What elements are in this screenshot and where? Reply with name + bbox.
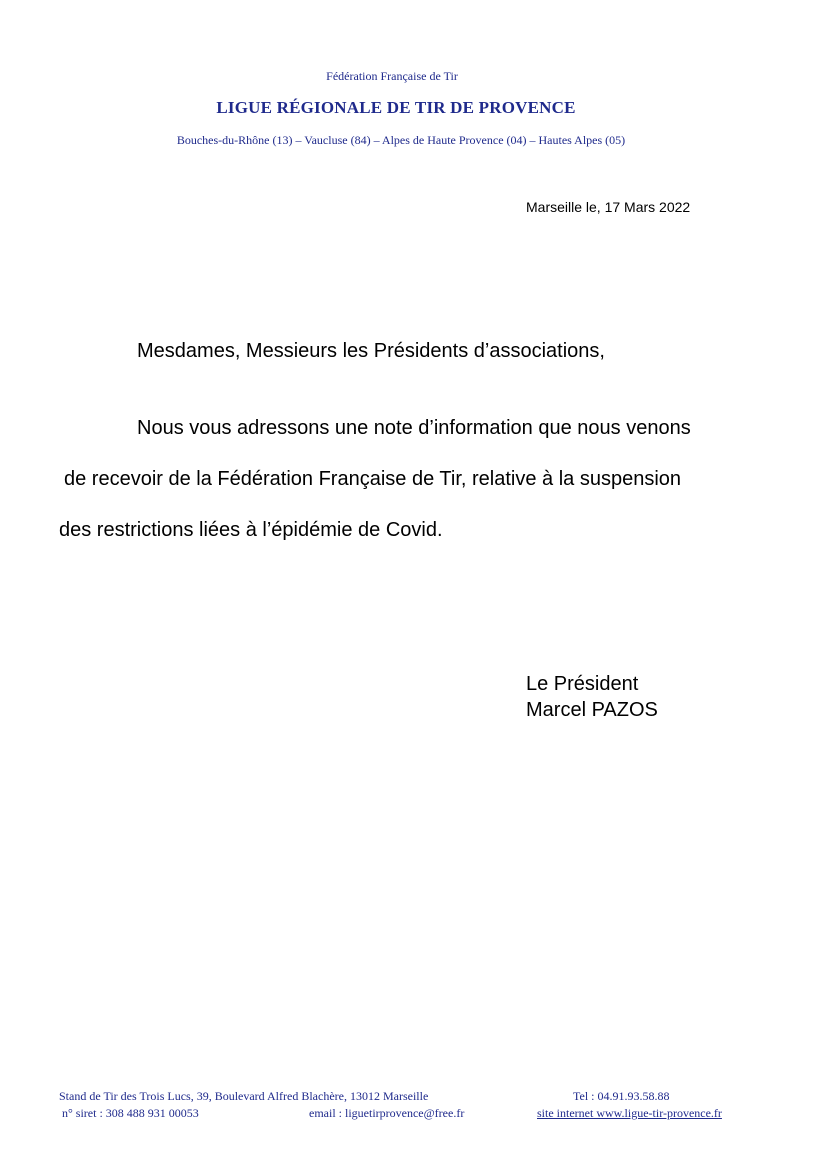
footer-siret: n° siret : 308 488 931 00053 — [62, 1106, 199, 1120]
letter-greeting: Mesdames, Messieurs les Présidents d’associations, — [137, 340, 605, 362]
body-line-2: de recevoir de la Fédération Française de Tir, relative à la suspension — [64, 468, 682, 490]
signature-name: Marcel PAZOS — [526, 699, 658, 721]
footer-email: email : liguetirprovence@free.fr — [309, 1106, 465, 1120]
federation-name: Fédération Française de Tir — [326, 69, 458, 83]
footer-website-link[interactable]: site internet www.ligue-tir-provence.fr — [537, 1106, 722, 1120]
footer-phone: Tel : 04.91.93.58.88 — [573, 1089, 670, 1103]
body-line-1: Nous vous adressons une note d’information que nous venons — [137, 417, 691, 439]
signature-title: Le Président — [526, 673, 639, 695]
league-title: LIGUE RÉGIONALE DE TIR DE PROVENCE — [216, 98, 576, 117]
body-line-3: des restrictions liées à l’épidémie de Covid. — [59, 519, 443, 541]
departments-line: Bouches-du-Rhône (13) – Vaucluse (84) – Alpes de Haute Provence (04) – Hautes Alpes (05) — [176, 133, 626, 147]
letter-date: Marseille le, 17 Mars 2022 — [526, 199, 691, 215]
footer-address: Stand de Tir des Trois Lucs, 39, Boulevard Alfred Blachère, 13012 Marseille — [59, 1089, 429, 1103]
